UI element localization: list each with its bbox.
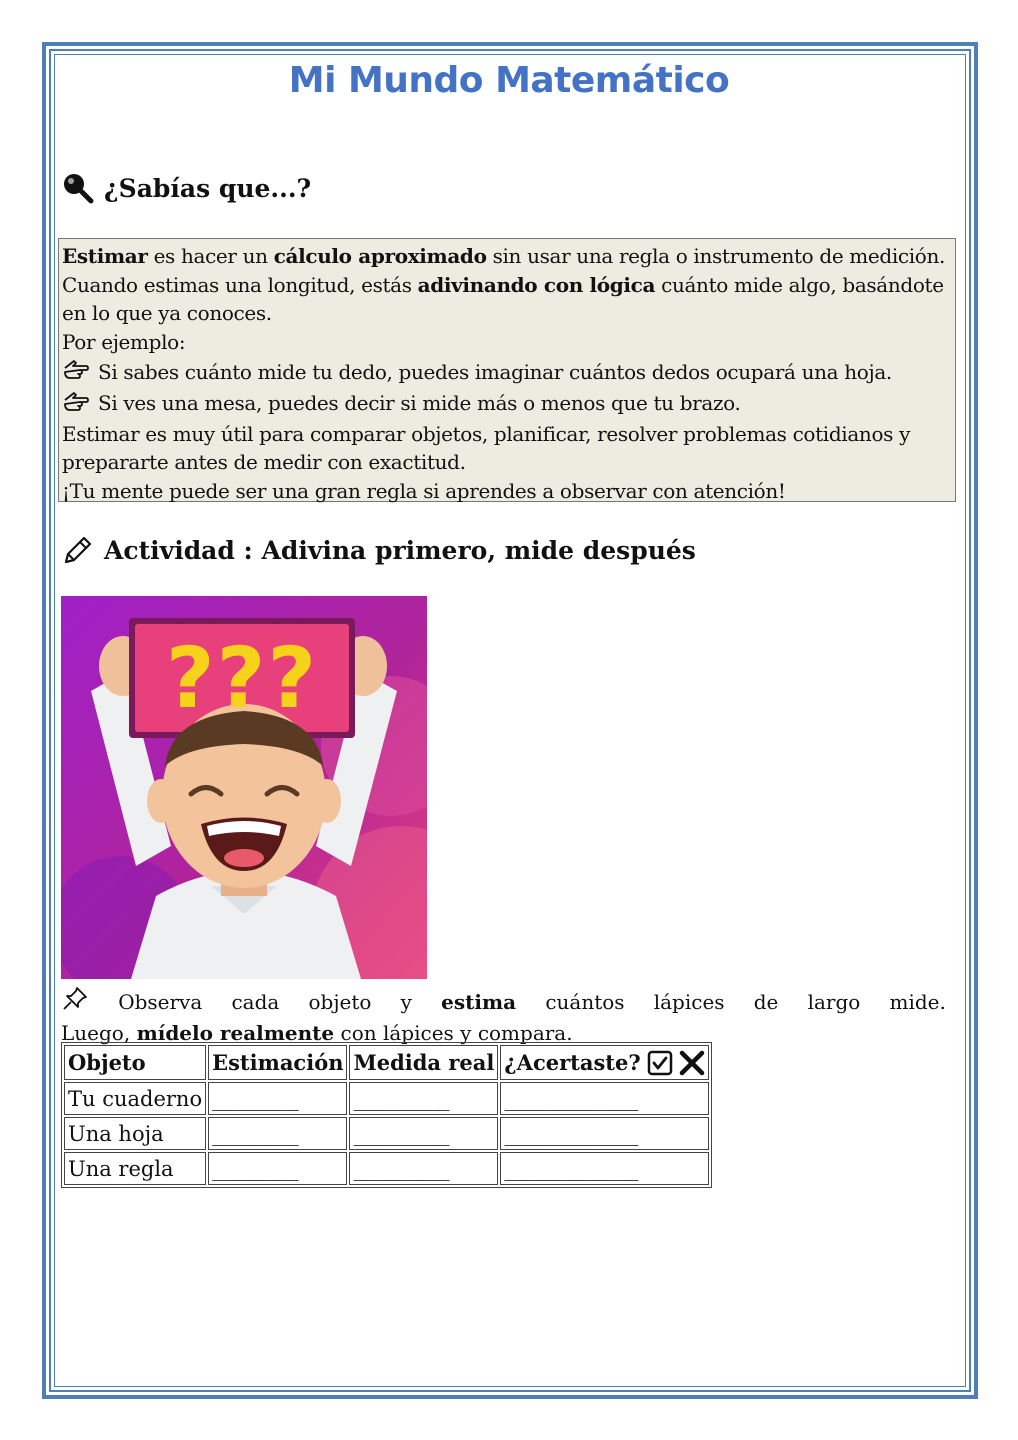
info-line-2: Cuando estimas una longitud, estás adivinando con lógica cuánto mide algo, basándote [62,272,944,297]
header-medida-real: Medida real [349,1045,498,1080]
info-line-4: Por ejemplo: [62,329,186,354]
cell-estimacion[interactable]: _________ [208,1082,347,1115]
sabias-heading-text: ¿Sabías que...? [104,173,312,203]
cross-icon [679,1050,705,1076]
pointing-hand-icon [62,388,90,420]
magnifier-icon [62,172,94,204]
example-item: Si ves una mesa, puedes decir si mide más o menos que tu brazo. [62,388,952,420]
activity-heading [62,534,696,566]
info-box [58,238,956,502]
table-header-row [64,1045,709,1080]
estimation-table [61,1042,712,1188]
boy-question-illustration [61,596,427,979]
cell-objeto: Una regla [64,1152,206,1185]
header-objeto: Objeto [64,1045,206,1080]
header-acertaste: ¿Acertaste? [500,1045,708,1080]
checkbox-checked-icon [647,1050,673,1076]
sabias-heading [62,172,311,204]
sign-question-marks: ??? [165,629,319,727]
table-row [64,1152,709,1185]
cell-objeto: Una hoja [64,1117,206,1150]
cell-medida-real[interactable]: __________ [349,1117,498,1150]
info-line-9: ¡Tu mente puede ser una gran regla si aprendes a observar con atención! [62,478,786,503]
pointing-hand-icon [62,356,90,388]
page-title: Mi Mundo Matemático [288,60,730,101]
info-line-7: Estimar es muy útil para comparar objetos, planificar, resolver problemas cotidianos y [62,421,911,446]
instructions-line-2: Luego, mídelo realmente con lápices y compara. [61,1021,573,1045]
example-item: Si sabes cuánto mide tu dedo, puedes imaginar cuántos dedos ocupará una hoja. [62,356,952,388]
cell-medida-real[interactable]: __________ [349,1152,498,1185]
pencil-icon [62,534,94,566]
cell-medida-real[interactable]: __________ [349,1082,498,1115]
cell-estimacion[interactable]: _________ [208,1152,347,1185]
instructions-line-1: Observa cada objeto y estima cuántos lápices de largo mide. [61,985,946,1019]
cell-estimacion[interactable]: _________ [208,1117,347,1150]
table-row [64,1117,709,1150]
activity-heading-text: Actividad : Adivina primero, mide después [104,535,696,565]
table-row [64,1082,709,1115]
info-line-3: en lo que ya conoces. [62,301,272,326]
info-line-8: prepararte antes de medir con exactitud. [62,450,466,475]
cell-acertaste[interactable]: ______________ [500,1082,708,1115]
cell-objeto: Tu cuaderno [64,1082,206,1115]
cell-acertaste[interactable]: ______________ [500,1152,708,1185]
info-line-1: Estimar es hacer un cálculo aproximado sin usar una regla o instrumento de medición. [62,244,946,268]
header-estimacion: Estimación [208,1045,347,1080]
cell-acertaste[interactable]: ______________ [500,1117,708,1150]
instructions [61,985,946,1048]
pin-icon [61,985,89,1019]
